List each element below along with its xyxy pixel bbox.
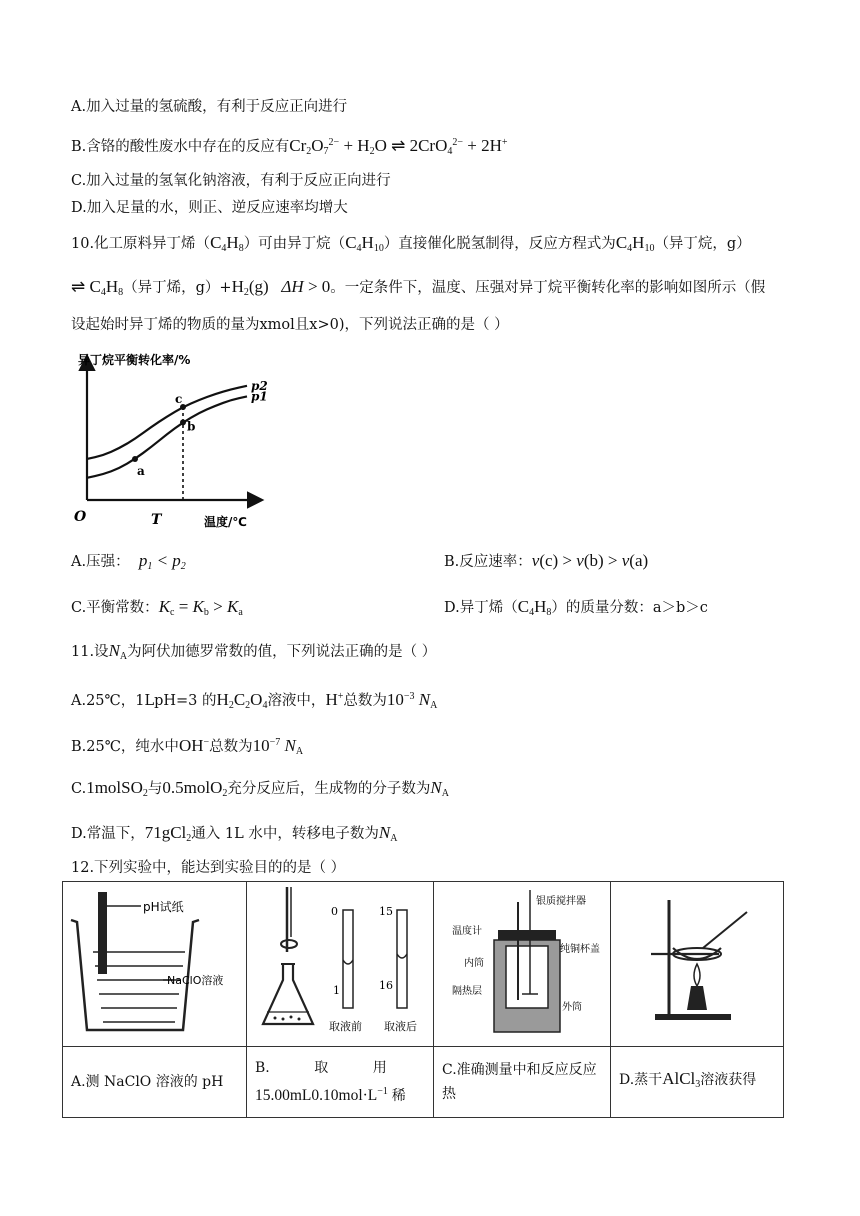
caption-a: A.测 NaClO 溶液的 pH bbox=[63, 1047, 247, 1118]
q10-text-6: 。一定条件下，温度、压强对异丁烷平衡转化率的影响如图所示（假 bbox=[330, 280, 766, 296]
q11-d-text1: D.常温下， bbox=[71, 826, 145, 842]
stand-base-icon bbox=[655, 1014, 731, 1020]
q9-option-b-equation: $Cr_2O_7^{2-} + H_2O$ ⇌ 2CrO$_4^{2-}$ + 2H+ bbox=[289, 136, 508, 157]
q10-text-3: ）直接催化脱氢制得，反应方程式为 bbox=[383, 236, 616, 252]
point-label-c: c bbox=[175, 392, 183, 407]
q11-b-text2: 总数为 bbox=[209, 739, 253, 755]
q11-na-symbol: $N_A$ bbox=[108, 641, 128, 662]
caption-b-quantity: 15.00mL0.10mol·L bbox=[255, 1087, 378, 1104]
caption-d-text2: 溶液获得 bbox=[700, 1072, 757, 1088]
q11-option-c bbox=[71, 778, 449, 804]
scale2-top: 15 bbox=[379, 905, 393, 918]
q11-d-text2: 通入 1L 水中，转移电子数为 bbox=[191, 826, 379, 842]
fig-d-cell bbox=[611, 882, 784, 1047]
q11-b-text1: B.25℃，纯水中 bbox=[71, 739, 179, 755]
q11-a-text3: 总数为 bbox=[343, 693, 387, 709]
q11-a-text1: A.25℃，1LpH=3 的 bbox=[71, 693, 217, 709]
q11-option-d bbox=[71, 823, 397, 849]
fig-b-cap-before: 取液前 bbox=[329, 1020, 362, 1033]
caption-d-formula: AlCl$_3$ bbox=[662, 1069, 701, 1090]
q10-option-c-math: $K_c = K_b > K_a$ bbox=[158, 597, 243, 618]
q10-option-d bbox=[444, 597, 708, 623]
q12-experiment-table bbox=[62, 881, 784, 1118]
q11-c-text1: C. bbox=[71, 781, 87, 797]
q11-c-text2: 与 bbox=[147, 781, 163, 797]
q10-option-row2 bbox=[71, 597, 708, 623]
caption-b-line2: $15.00mL0.10mol\cdot L^{-1}$ 稀 bbox=[255, 1086, 406, 1104]
q9-option-c: C.加入过量的氢氧化钠溶液，有利于反应正向进行 bbox=[71, 173, 391, 189]
glass-rod-icon bbox=[703, 912, 747, 948]
fig-b-pipette bbox=[247, 882, 433, 1042]
q10-product-formula: ⇌ $C_4H_8$ bbox=[71, 277, 124, 298]
scale1-bottom: 1 bbox=[333, 984, 340, 997]
q10-option-b-text: B.反应速率： bbox=[444, 554, 532, 570]
caption-b-dilute: 稀 bbox=[391, 1088, 406, 1104]
q10-text-5: （异丁烯，g）+ bbox=[123, 280, 232, 296]
q12-stem: 12.下列实验中，能达到实验目的的是（ ） bbox=[71, 860, 346, 876]
caption-d-text1: D.蒸干 bbox=[619, 1072, 663, 1088]
q10-isobutene-formula: $C_4H_8$ bbox=[210, 233, 244, 254]
fig-c-label-stirrer: 银质搅拌器 bbox=[536, 896, 586, 907]
q11-a-text2: 溶液中， bbox=[267, 693, 326, 709]
q11-a-ion: H+ bbox=[325, 690, 344, 709]
q10-option-b bbox=[444, 551, 648, 572]
series-p1-label: p1 bbox=[251, 389, 268, 404]
q10-option-a-text: A.压强： bbox=[71, 554, 130, 570]
fig-a-ph-test bbox=[63, 882, 246, 1042]
q10-option-d-text2: ）的质量分数：a＞b＞c bbox=[551, 600, 708, 616]
fig-c-label-outer: 外筒 bbox=[562, 1002, 582, 1013]
caption-c: C.准确测量中和反应反应热 bbox=[434, 1047, 611, 1118]
point-label-b: b bbox=[187, 419, 196, 434]
q11-option-b bbox=[71, 733, 303, 762]
fig-c-label-inner: 内筒 bbox=[464, 958, 484, 969]
origin-label: O bbox=[74, 509, 87, 525]
y-axis-label: 异丁烷平衡转化率/% bbox=[78, 353, 191, 367]
q10-text-4: （异丁烷，g） bbox=[654, 236, 751, 252]
caption-b-line1: B. 取 用 bbox=[255, 1060, 387, 1076]
q11-option-a bbox=[71, 687, 437, 716]
series-p2-line bbox=[87, 386, 247, 459]
q11-d-na: $N_A$ bbox=[378, 823, 398, 844]
fig-a-label-ph-paper: pH试纸 bbox=[143, 900, 184, 914]
q11-c-na: $N_A$ bbox=[430, 778, 449, 799]
q11-a-value: $10^{-3}$ $N_A$ bbox=[386, 690, 438, 711]
q10-stem-line2 bbox=[71, 277, 765, 303]
caption-d bbox=[611, 1047, 784, 1118]
fig-c-calorimeter bbox=[434, 882, 610, 1042]
fig-c-label-insulation: 隔热层 bbox=[452, 986, 482, 997]
fig-b-cap-after: 取液后 bbox=[384, 1020, 417, 1033]
q11-c-so2: 1molSO$_2$ bbox=[86, 778, 148, 799]
flask-icon bbox=[263, 964, 313, 1024]
scale-before bbox=[343, 910, 353, 1008]
conversion-chart bbox=[72, 352, 272, 532]
q10-option-b-math: v(c) > v(b) > v(a) bbox=[531, 551, 649, 570]
q10-isobutane-formula: $C_4H_{10}$ bbox=[345, 233, 384, 254]
t-tick-label: T bbox=[151, 512, 162, 528]
q9-option-a: A.加入过量的氢硫酸，有利于反应正向进行 bbox=[71, 99, 348, 115]
q10-text-2: ）可由异丁烷（ bbox=[243, 236, 346, 252]
q11-b-ion: OH− bbox=[178, 736, 210, 755]
q11-stem bbox=[71, 641, 436, 667]
scale1-top: 0 bbox=[331, 905, 338, 918]
q11-stem-text2: 为阿伏加德罗常数的值，下列说法正确的是（ ） bbox=[127, 644, 437, 660]
q9-option-b bbox=[71, 133, 508, 162]
fig-c-label-thermometer: 温度计 bbox=[452, 926, 482, 937]
q9-option-b-text: B.含铬的酸性废水中存在的反应有 bbox=[71, 139, 290, 155]
inner-vessel-icon bbox=[506, 946, 548, 1008]
q11-c-text3: 充分反应后，生成物的分子数为 bbox=[227, 781, 431, 797]
fig-a-cell bbox=[63, 882, 247, 1047]
q10-reactant-formula: $C_4H_{10}$ bbox=[615, 233, 655, 254]
fig-b-cell bbox=[247, 882, 434, 1047]
q10-option-c-text: C.平衡常数： bbox=[71, 600, 159, 616]
q11-a-formula: $H_2C_2O_4$ bbox=[216, 690, 268, 711]
series-p2-label: p2 bbox=[251, 378, 268, 393]
q10-option-row1 bbox=[71, 551, 649, 577]
caption-b bbox=[247, 1047, 434, 1118]
q11-c-o2: 0.5molO$_2$ bbox=[162, 778, 228, 799]
q9-option-d: D.加入足量的水，则正、逆反应速率均增大 bbox=[71, 200, 348, 216]
point-label-a: a bbox=[137, 463, 145, 478]
q10-option-d-formula: $C_4H_8$ bbox=[517, 597, 552, 618]
q11-d-cl2: 71gCl$_2$ bbox=[144, 823, 192, 844]
fig-c-cell bbox=[434, 882, 611, 1047]
alcohol-lamp-icon bbox=[687, 986, 707, 1010]
flame-icon bbox=[694, 964, 700, 986]
x-axis-label: 温度/℃ bbox=[204, 515, 247, 529]
fig-a-label-naclo: NaClO溶液 bbox=[167, 974, 224, 987]
point-a bbox=[132, 456, 138, 462]
lid-icon bbox=[498, 930, 556, 940]
scale2-bottom: 16 bbox=[379, 979, 393, 992]
fig-c-label-lid: 纯铜杯盖 bbox=[560, 944, 600, 955]
scale-after bbox=[397, 910, 407, 1008]
point-b bbox=[180, 419, 186, 425]
q10-h2-formula: $H_2(g) \Delta H > 0$ bbox=[231, 277, 331, 298]
q10-stem-line1 bbox=[71, 233, 751, 259]
q10-option-d-text1: D.异丁烯（ bbox=[444, 600, 518, 616]
q10-text-1: 10.化工原料异丁烯（ bbox=[71, 236, 211, 252]
q11-b-value: $10^{-7}$ $N_A$ bbox=[252, 736, 304, 757]
q10-option-a-math: $p_1 < p_2$ bbox=[138, 551, 186, 572]
q11-stem-text1: 11.设 bbox=[71, 644, 109, 660]
ph-paper-strip bbox=[98, 892, 107, 974]
fig-d-evaporation bbox=[611, 882, 783, 1042]
series-p1-line bbox=[87, 396, 247, 477]
q10-stem-line3: 设起始时异丁烯的物质的量为xmol且x>0)，下列说法正确的是（ ） bbox=[71, 317, 509, 333]
